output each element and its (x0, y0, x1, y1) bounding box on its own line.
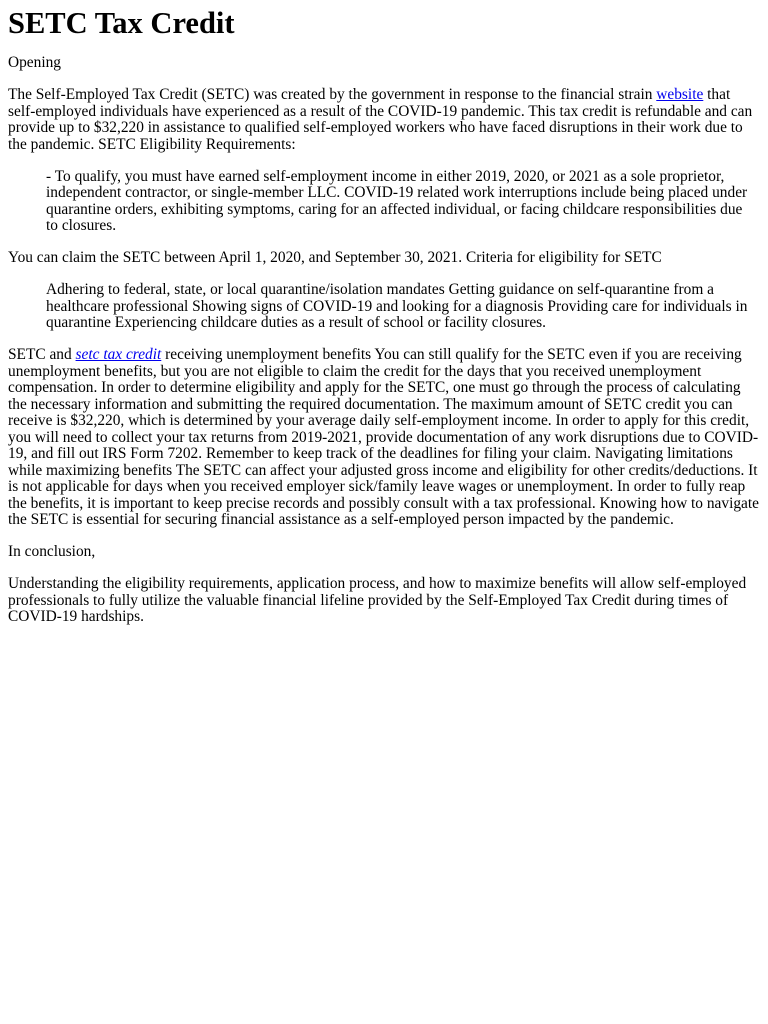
intro-paragraph (8, 87, 760, 153)
unemployment-text-after-link: receiving unemployment benefits You can still qualify for the SETC even if you are receiving unemployment benefits, but you are not eligible to claim the credit for the days that you received unemployment compensation. In order to determine eligibility and apply for the SETC, one must go through the process of calculating the necessary information and submitting the required documentation. The maximum amount of SETC credit you can receive is $32,220, which is determined by your average daily self-employment income. In order to apply for this credit, you will need to collect your tax returns from 2019-2021, provide documentation of any work disruptions due to COVID-19, and fill out IRS Form 7202. Remember to keep track of the deadlines for filing your claim. Navigating limitations while maximizing benefits The SETC can affect your adjusted gross income and eligibility for other credits/deductions. It is not applicable for days when you received employer sick/family leave wages or unemployment. In order to fully reap the benefits, it is important to keep precise records and possibly consult with a tax professional. Knowing how to navigate the SETC is essential for securing financial assistance as a self-employed person impacted by the pandemic. (8, 346, 759, 528)
opening-label: Opening (8, 54, 62, 71)
criteria-quote: Adhering to federal, state, or local quarantine/isolation mandates Getting guidance on self-quarantine from a healthcare professional Showing signs of COVID-19 and looking for a diagnosis Providing care for individuals in quarantine Experiencing childcare duties as a result of school or facility closures. (46, 281, 748, 331)
intro-text-after-link: that self-employed individuals have experienced as a result of the COVID-19 pandemic. This tax credit is refundable and can provide up to $32,220 in assistance to qualified self-employed workers who have faced disruptions in their work due to the pandemic. SETC Eligibility Requirements: (8, 86, 753, 153)
unemployment-text-before-link: SETC and (8, 346, 76, 363)
claim-period-paragraph: You can claim the SETC between April 1, 2020, and September 30, 2021. Criteria for eligibility for SETC (8, 249, 662, 266)
intro-text-before-link: The Self-Employed Tax Credit (SETC) was created by the government in response to the financial strain (8, 86, 657, 103)
article-page (0, 6, 768, 626)
unemployment-paragraph (8, 347, 760, 529)
conclusion-paragraph: Understanding the eligibility requirements, application process, and how to maximize benefits will allow self-employed professionals to fully utilize the valuable financial lifeline provided by the Self-Employed Tax Credit during times of COVID-19 hardships. (8, 575, 747, 625)
page-title: SETC Tax Credit (8, 6, 235, 40)
website-link[interactable]: website (656, 86, 704, 103)
conclusion-heading: In conclusion, (8, 543, 96, 560)
setc-tax-credit-link[interactable]: setc tax credit (75, 346, 162, 363)
eligibility-quote: - To qualify, you must have earned self-employment income in either 2019, 2020, or 2021 as a sole proprietor, independent contractor, or single-member LLC. COVID-19 related work interruptions include being placed under quarantine orders, exhibiting symptoms, caring for an affected individual, or facing childcare responsibilities due to closures. (46, 167, 748, 234)
